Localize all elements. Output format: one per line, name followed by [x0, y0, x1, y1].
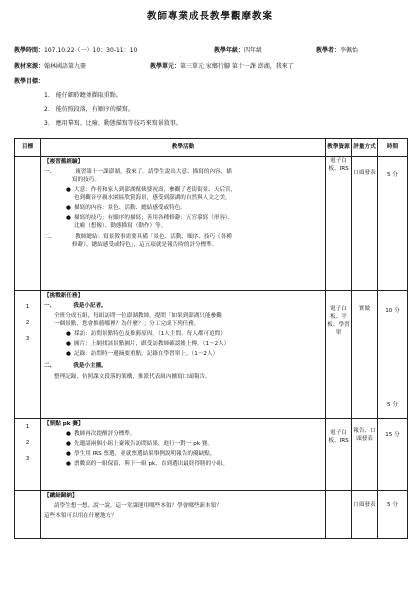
item-label: 一、	[44, 303, 56, 309]
bullet-icon: ●	[66, 187, 71, 193]
goal-cell	[15, 491, 41, 539]
col-header-time: 時間	[378, 139, 408, 157]
goal-cell	[15, 291, 41, 419]
assessment-cell: 實做	[352, 291, 378, 419]
activity-cell-mission	[41, 291, 326, 419]
activity-text: 採訪：訪問景點特色及推薦原因。（1人主問、每人都可追問）	[74, 331, 226, 337]
activity-text: 全班分成五組，每組訪問一位澎湖教師，提問「如果到澎湖只能參觀	[54, 313, 222, 319]
activity-text: 大意：作者和家人到澎湖幫姨婆祝壽，參觀了老街街景、天后宮，	[74, 187, 237, 193]
goal-number: 2	[25, 320, 30, 326]
goal-number: 1	[25, 304, 30, 310]
time-value: 10 分	[385, 308, 400, 314]
item-label: 二、	[44, 234, 56, 240]
time-cell: 5 分	[378, 491, 408, 539]
bullet-icon: ●	[66, 205, 71, 211]
goal-number: 1	[25, 424, 30, 430]
bullet-icon: ●	[66, 461, 71, 467]
document-title: 教師專業成長教學觀摩教案	[146, 11, 273, 22]
goal-number: 3	[25, 336, 30, 342]
activity-text: 一個景點，您會推薦哪裡？為什麼？」分工完成下列任務。	[54, 321, 200, 327]
goal-cell	[15, 157, 41, 291]
activity-cell-vote	[41, 419, 326, 491]
time-value: 5 分	[387, 402, 398, 408]
bullet-icon: ●	[66, 351, 71, 357]
bullet-icon: ●	[66, 451, 71, 457]
col-header-activity: 教學活動	[41, 139, 326, 157]
item-title: 我是小記者。	[73, 303, 107, 309]
activity-cell-summary	[41, 491, 326, 539]
section-heading: 【票點 pk 賽】	[44, 421, 84, 427]
teaching-grade: 教學年級：四年級	[214, 47, 263, 54]
time-cell	[378, 291, 408, 419]
activity-text: 先邀請兩個小組上臺報告訪問結果，進行一對一 pk 賽。	[74, 441, 214, 447]
goal-item: 3. 應用摹寫、比喻、動態描寫等技巧來寫景敘事。	[44, 120, 182, 127]
section-heading: 【總結歸納】	[44, 493, 78, 499]
bullet-icon: ●	[66, 441, 71, 447]
time-cell: 5 分	[378, 157, 408, 291]
resources-cell: 電子白板、平板、學習單	[326, 291, 352, 419]
activity-text: 圖片：上網找該景點圖片，跟受訪教師確認後上傳。（1～2人）	[74, 341, 230, 347]
bullet-icon: ●	[66, 431, 71, 437]
teaching-time: 教學時間：107.10.22（一）10：30-11：10	[14, 47, 138, 54]
activity-text: 記錄：訪問時一邊摘要重點，記錄在學習單上。（1～2人）	[74, 351, 219, 357]
table-row	[15, 157, 408, 291]
table-row	[15, 419, 408, 491]
resources-cell: 電子白板、IRS	[326, 157, 352, 291]
bullet-icon: ●	[66, 331, 71, 337]
col-header-resources: 教學資源	[326, 139, 352, 157]
activity-text: 描寫的技巧：有順序的描寫；善用各種修辭：五官摹寫（形容）、	[74, 215, 234, 221]
table-row	[15, 291, 408, 419]
activity-text: 這些本領可以用在什麼地方？	[44, 513, 117, 519]
section-heading: 【挑戰新任務】	[44, 293, 84, 299]
goal-item: 1. 能仔細聆聽並擷取重點。	[44, 92, 122, 99]
activity-text: 寫的技巧。	[72, 177, 100, 183]
resources-cell: 電子白板、IRS	[326, 419, 352, 491]
table-header-row	[15, 139, 408, 157]
time-cell: 15 分	[378, 419, 408, 491]
activity-text: 教師總結：寫景敘事需要具備「景色、活動、順序、技巧（各種	[75, 234, 232, 240]
item-label: 一、	[44, 169, 56, 175]
assessment-cell: 口頭發表	[352, 491, 378, 539]
goal-number: 2	[25, 440, 30, 446]
assessment-cell: 口頭發表	[352, 157, 378, 291]
activity-text: 描寫的內容：景色、活動、總結感受或特色。	[74, 205, 186, 211]
col-header-goal: 目標	[15, 139, 41, 157]
activity-text: 修辭）、總結感受或特色」，這五項就是報告時的評分標準。	[72, 242, 218, 248]
section-heading: 【複習舊經驗】	[44, 159, 84, 165]
item-label: 二、	[44, 363, 56, 369]
teacher-name: 教學者：李佩怡	[316, 47, 359, 54]
activity-text: 學生用 IRS 票選，並就票選結果舉例說明報告的優缺點。	[74, 451, 216, 457]
activity-text: 票數高的一組保留，與下一組 pk，直到選出最終得勝的小組。	[74, 461, 229, 467]
bullet-icon: ●	[66, 341, 71, 347]
activity-text: 複習第十一課澎湖，我來了。請學生說出大意、描寫的內容、描	[75, 169, 232, 175]
assessment-cell: 報告、口頭發表	[352, 419, 378, 491]
table-row	[15, 491, 408, 539]
goal-item: 2. 能仿照段落，有順序的描寫。	[44, 106, 134, 113]
teaching-goals-label: 教學目標：	[14, 78, 45, 85]
bullet-icon: ●	[66, 215, 71, 221]
lesson-plan-table	[14, 138, 408, 539]
col-header-assessment: 評量方式	[352, 139, 378, 157]
resources-cell	[326, 491, 352, 539]
item-title: 我是小主播。	[73, 363, 107, 369]
activity-text: 整理記錄，仿照課文段落的架構，推派代表組內擴寫口頭報告。	[54, 374, 211, 380]
goal-number: 3	[25, 456, 30, 462]
activity-text: 請學生想一想、說一說，這一堂課運用哪些本領？學會哪些新本領？	[54, 503, 222, 509]
goal-cell	[15, 419, 41, 491]
activity-text: 教師再次提醒評分標準。	[74, 431, 136, 437]
material-source: 教材來源：翰林國語第九冊	[14, 63, 87, 70]
activity-text: 比喻（想像）、動態描寫（動作）等。	[74, 223, 167, 229]
teaching-unit: 教學單元：第三單元 家鄉行腳 第十一課 澎湖，我來了	[150, 63, 294, 70]
activity-text: 也到觀音亭親水園區欣賞海景，感受到澎湖的自然與人文之美。	[74, 195, 231, 201]
activity-cell-review	[41, 157, 326, 291]
